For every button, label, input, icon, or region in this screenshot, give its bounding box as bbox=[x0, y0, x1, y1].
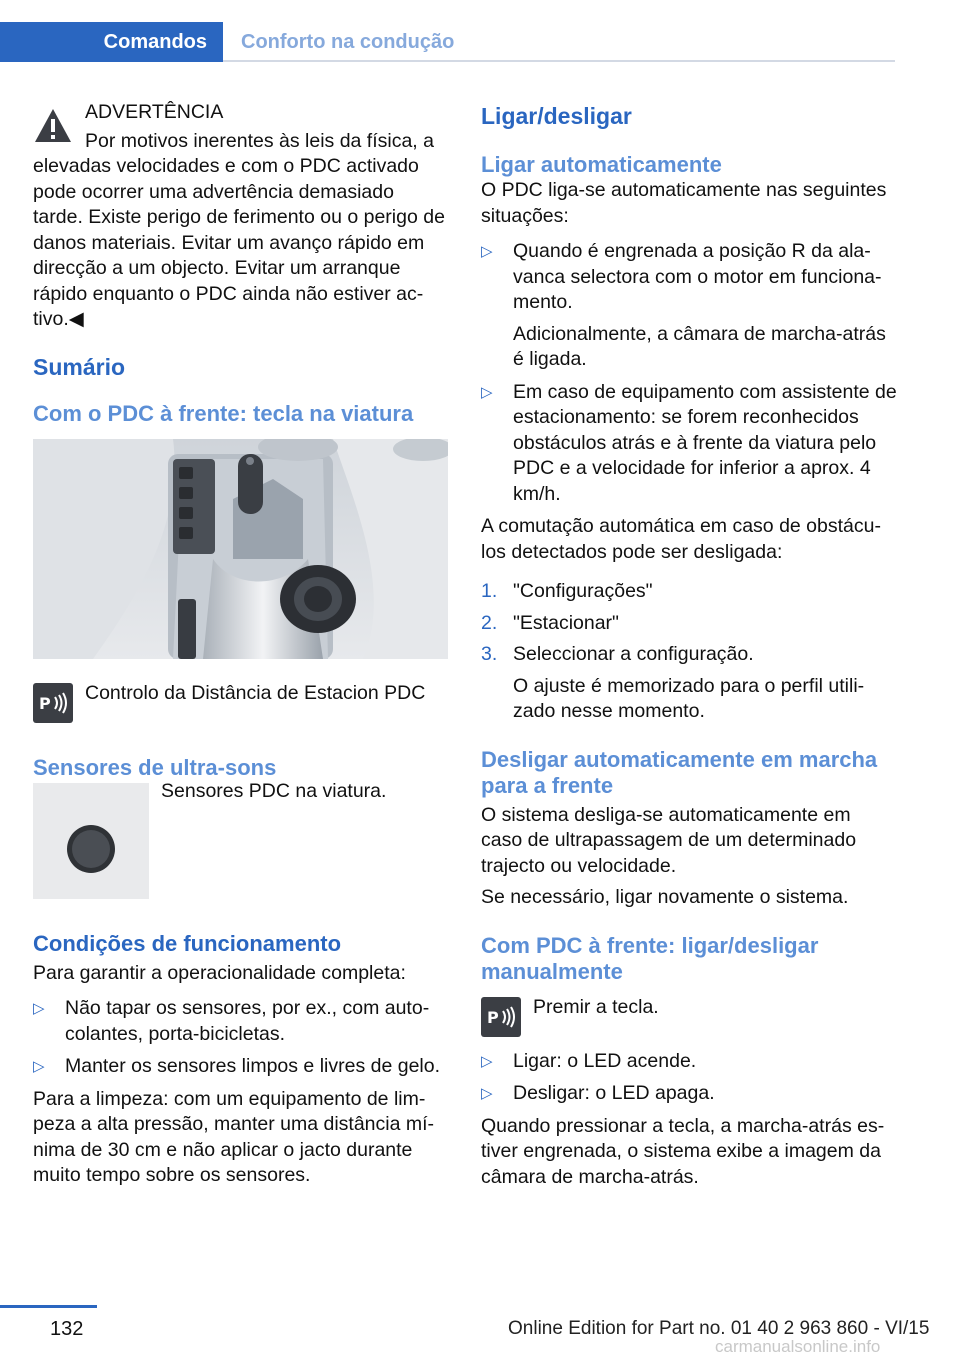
triangle-bullet-icon: ▷ bbox=[33, 1058, 45, 1075]
conditions-intro: Para garantir a operacionalidade completa: bbox=[33, 961, 406, 984]
sensors-caption: Sensores PDC na viatura. bbox=[161, 782, 387, 802]
conditions-heading: Condições de funcionamento bbox=[33, 930, 342, 956]
auto-on-heading: Ligar automaticamente bbox=[481, 152, 722, 177]
manual-list bbox=[481, 1049, 897, 1107]
list-item: ▷ Ligar: o LED acende. bbox=[481, 1049, 897, 1075]
list-item: 3. Seleccionar a configuração. O ajuste é memorizado para o perfil utilizado nesse momento. bbox=[481, 643, 865, 722]
triangle-bullet-icon: ▷ bbox=[481, 243, 493, 260]
conditions-list bbox=[33, 996, 449, 1080]
auto-off-text2: Se necessário, ligar novamente o sistema. bbox=[481, 886, 849, 908]
config-steps bbox=[481, 579, 897, 725]
triangle-bullet-icon: ▷ bbox=[481, 383, 493, 401]
front-pdc-heading: Com o PDC à frente: tecla na viatura bbox=[33, 400, 414, 426]
page-number: 132 bbox=[50, 1318, 84, 1340]
onoff-heading: Ligar/desligar bbox=[481, 103, 632, 129]
auto-off-text: O sistema desliga-se automaticamente em caso de ultrapassagem de um determinado trajecto ou velocidade. bbox=[481, 803, 857, 877]
svg-text:P: P bbox=[39, 693, 51, 713]
summary-heading: Sumário bbox=[33, 353, 126, 380]
ultrasonic-sensor-image bbox=[33, 783, 149, 899]
pdc-button-caption-row bbox=[33, 681, 449, 725]
tab-conforto-na-conducao[interactable]: Conforto na condução bbox=[241, 31, 455, 53]
list-item: ▷ Desligar: o LED apaga. bbox=[481, 1081, 897, 1107]
auto-on-intro: O PDC liga-se automaticamente nas seguintes situações: bbox=[481, 179, 887, 227]
right-column bbox=[481, 100, 897, 1196]
triangle-bullet-icon: ▷ bbox=[481, 1052, 493, 1070]
svg-text:P: P bbox=[487, 1007, 499, 1027]
manual-heading: Com PDC à frente: ligar/desligar manualmente bbox=[481, 932, 819, 984]
pdc-button-icon bbox=[481, 997, 521, 1037]
sensors-heading: Sensores de ultra-sons bbox=[33, 754, 277, 780]
center-console-photo bbox=[33, 439, 448, 659]
pdc-button-caption: Controlo da Distância de Estacion PDC bbox=[85, 681, 426, 704]
edition-text: Online Edition for Part no. 01 40 2 963 860 - VI/15 bbox=[508, 1318, 930, 1339]
manual-caption: Premir a tecla. bbox=[533, 995, 659, 1018]
manual-caption-row bbox=[481, 995, 897, 1039]
tab-comandos[interactable]: Comandos bbox=[0, 22, 223, 62]
list-item: ▷ Não tapar os sensores, por ex., com autocolantes, porta-bicicletas. bbox=[33, 997, 430, 1045]
watermark: carmanualsonline.info bbox=[715, 1337, 881, 1356]
auto-switch-text: A comutação automática em caso de obstáculos detectados pode ser desligada: bbox=[481, 515, 881, 563]
manual-text: Quando pressionar a tecla, a marcha-atrás estiver engrenada, o sistema exibe a imagem da câmara de marcha-atrás. bbox=[481, 1114, 885, 1188]
chapter-header bbox=[0, 0, 895, 62]
triangle-bullet-icon: ▷ bbox=[481, 1085, 493, 1102]
auto-on-list bbox=[481, 239, 897, 507]
list-item: ▷ Manter os sensores limpos e livres de gelo. bbox=[33, 1054, 449, 1080]
cleaning-text: Para a limpeza: com um equipamento de limpeza a alta pressão, manter uma distância mínima de 30 cm e não aplicar o jacto durante muito tempo sobre os sensores. bbox=[33, 1087, 435, 1186]
list-item: ▷ Em caso de equipamento com assistente de estacionamento: se forem reconhecidos obstáculos atrás e à frente da viatura pelo PDC e a velocidade for inferior a aprox. 4 km/h. bbox=[481, 380, 897, 505]
auto-off-heading: Desligar automaticamente em marcha para a frente bbox=[481, 746, 878, 798]
pdc-button-icon bbox=[33, 683, 73, 723]
warning-triangle-icon bbox=[33, 106, 73, 146]
triangle-bullet-icon: ▷ bbox=[33, 1000, 45, 1017]
list-item: 1. "Configurações" bbox=[481, 580, 653, 602]
sensors-block bbox=[33, 783, 449, 901]
warning-title: ADVERTÊNCIA bbox=[85, 101, 224, 123]
footer-rule bbox=[0, 1305, 97, 1308]
left-column bbox=[33, 100, 449, 1195]
warning-text: Por motivos inerentes às leis da física, a elevadas velocidades e com o PDC activado pode ocorrer uma advertência demasiado tarde. Existe perigo de ferimento ou o perigo de danos materiais. Evitar um avanço rápido em direcção a um objecto. Evitar um arranque rápido enquanto o PDC ainda não estiver activo.◀ bbox=[33, 129, 445, 330]
list-item: ▷ Quando é engrenada a posição R da alavanca selectora com o motor em funcionamento. Adicionalmente, a câmara de marcha-atrás é ligada. bbox=[481, 240, 886, 370]
list-item: 2. "Estacionar" bbox=[481, 611, 619, 634]
warning-block bbox=[33, 100, 449, 333]
